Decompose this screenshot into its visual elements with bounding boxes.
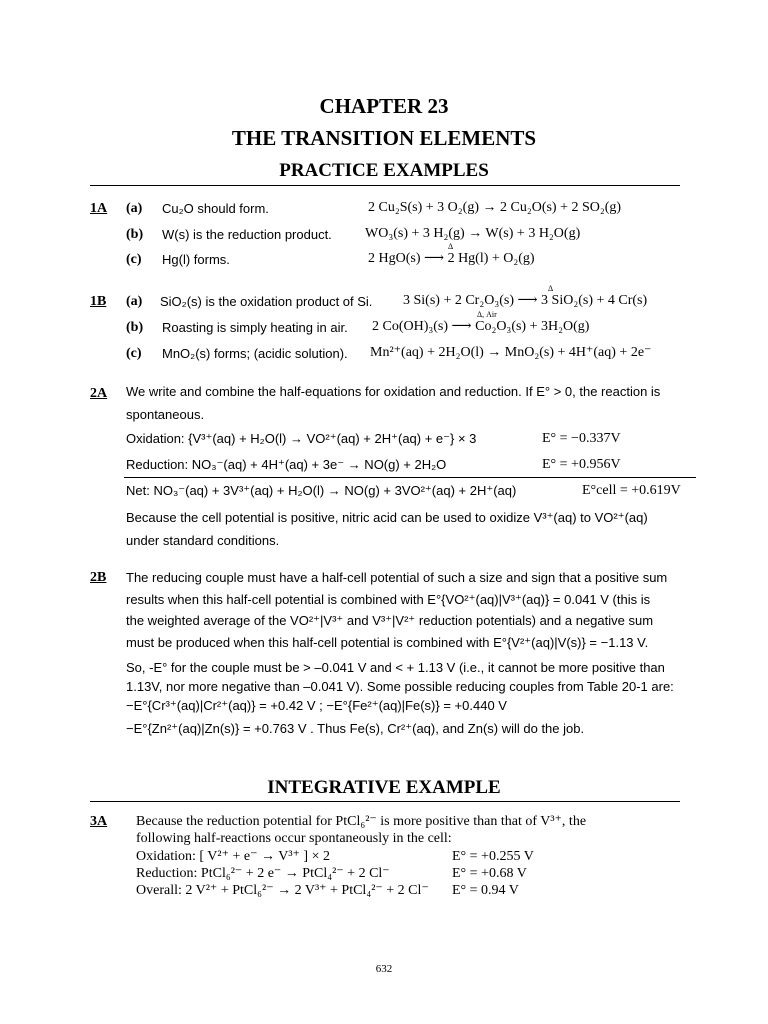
answer-text: SiO₂(s) is the oxidation product of Si. (160, 294, 373, 309)
paragraph-line: must be produced when this half-cell potential is combined with E°{V²⁺(aq)|V(s)} = −1.13 V. (126, 635, 649, 650)
answer-text: Hg(l) forms. (162, 252, 230, 267)
page-number: 632 (375, 963, 393, 975)
answer-text: Cu₂O should form. (162, 201, 269, 216)
paragraph-line: The reducing couple must have a half-cell potential of such a size and sign that a positive sum (126, 570, 668, 585)
potential-value: E° = +0.255 V (452, 849, 534, 864)
potential-value: E° = +0.68 V (452, 866, 527, 881)
section-rule (90, 185, 680, 186)
section-heading-practice: PRACTICE EXAMPLES (279, 160, 489, 181)
paragraph-line: 1.13V, nor more negative than –0.041 V). Some possible reducing couples from Table 20-1 are: (126, 679, 674, 694)
equation: 2 Cu₂S(s) + 3 O₂(g) → 2 Cu₂O(s) + 2 SO₂(g) (368, 200, 622, 215)
part-tag: (b) (126, 227, 144, 242)
net-equation: Net: NO₃⁻(aq) + 3V³⁺(aq) + H₂O(l) → NO(g) + 3VO²⁺(aq) + 2H⁺(aq) (126, 483, 517, 498)
equation: WO₃(s) + 3 H₂(g) → W(s) + 3 H₂O(g) (365, 226, 581, 241)
question-label-1b: 1B (90, 294, 107, 309)
answer-text: W(s) is the reduction product. (162, 227, 332, 242)
reduction-half-equation: Reduction: PtCl₆²⁻ + 2 e⁻ → PtCl₄²⁻ + 2 Cl⁻ (136, 866, 390, 881)
conclusion-text: under standard conditions. (126, 533, 280, 548)
potential-value: E° = +0.956V (542, 457, 621, 472)
question-label-3a: 3A (90, 814, 108, 829)
oxidation-half-equation: Oxidation: [ V²⁺ + e⁻ → V³⁺ ] × 2 (136, 849, 330, 864)
part-tag: (c) (126, 252, 142, 267)
paragraph-line: the weighted average of the VO²⁺|V³⁺ and V³⁺|V²⁺ reduction potentials) and a negative sum (126, 613, 654, 628)
equation-text: 3 Si(s) + 2 Cr₂O₃(s) ⟶ 3 SiO₂(s) + 4 Cr(s) (403, 293, 648, 308)
part-tag: (a) (126, 294, 143, 309)
answer-text: Roasting is simply heating in air. (162, 320, 348, 335)
chapter-title: THE TRANSITION ELEMENTS (231, 126, 537, 150)
part-tag: (a) (126, 201, 143, 216)
potential-value: E° = −0.337V (542, 431, 621, 446)
paragraph-line: results when this half-cell potential is combined with E°{VO²⁺(aq)|V³⁺(aq)} = 0.041 V (this is (126, 592, 651, 607)
section-heading-integrative: INTEGRATIVE EXAMPLE (267, 777, 501, 798)
section-rule (90, 801, 680, 802)
reduction-half-equation: Reduction: NO₃⁻(aq) + 4H⁺(aq) + 3e⁻ → NO(g) + 2H₂O (126, 457, 447, 472)
arrow-condition-label: Δ, Air (477, 310, 497, 319)
question-label-1a: 1A (90, 201, 108, 216)
paragraph: We write and combine the half-equations for oxidation and reduction. If E° > 0, the reaction is spontaneous. (126, 384, 661, 422)
arrow-condition-label: Δ (448, 242, 454, 251)
equation: Mn²⁺(aq) + 2H₂O(l) → MnO₂(s) + 4H⁺(aq) + 2e⁻ (370, 345, 652, 360)
overall-equation: Overall: 2 V²⁺ + PtCl₆²⁻ → 2 V³⁺ + PtCl₄²⁻ + 2 Cl⁻ (136, 883, 429, 898)
chapter-number: CHAPTER 23 (319, 94, 449, 118)
equation (372, 310, 590, 334)
cell-potential: E°cell = +0.619V (582, 483, 681, 498)
part-tag: (b) (126, 320, 144, 335)
conclusion-text: Because the cell potential is positive, nitric acid can be used to oxidize V³⁺(aq) to VO²⁺(aq) (126, 510, 648, 525)
paragraph-line: −E°{Cr³⁺(aq)|Cr²⁺(aq)} = +0.42 V ; −E°{Fe²⁺(aq)|Fe(s)} = +0.440 V (126, 698, 507, 713)
equation-text: 2 HgO(s) ⟶ 2 Hg(l) + O₂(g) (368, 251, 535, 266)
question-label-2a: 2A (90, 386, 108, 401)
part-tag: (c) (126, 346, 142, 361)
paragraph-line: Because the reduction potential for PtCl₆²⁻ is more positive than that of V³⁺, the (136, 814, 587, 829)
paragraph-line: So, -E° for the couple must be > –0.041 V and < + 1.13 V (i.e., it cannot be more positive than (126, 660, 665, 675)
arrow-condition-label: Δ (548, 284, 554, 293)
sum-rule (124, 477, 696, 478)
paragraph-line: following half-reactions occur spontaneously in the cell: (136, 831, 452, 846)
equation-text: 2 Co(OH)₃(s) ⟶ Co₂O₃(s) + 3H₂O(g) (372, 319, 590, 334)
potential-value: E° = 0.94 V (452, 883, 519, 898)
paragraph-line: −E°{Zn²⁺(aq)|Zn(s)} = +0.763 V . Thus Fe(s), Cr²⁺(aq), and Zn(s) will do the job. (126, 721, 585, 736)
answer-text: MnO₂(s) forms; (acidic solution). (162, 346, 348, 361)
oxidation-half-equation: Oxidation: {V³⁺(aq) + H₂O(l) → VO²⁺(aq) + 2H⁺(aq) + e⁻} × 3 (126, 431, 477, 446)
equation (368, 242, 535, 266)
equation (403, 284, 648, 308)
question-label-2b: 2B (90, 570, 107, 585)
